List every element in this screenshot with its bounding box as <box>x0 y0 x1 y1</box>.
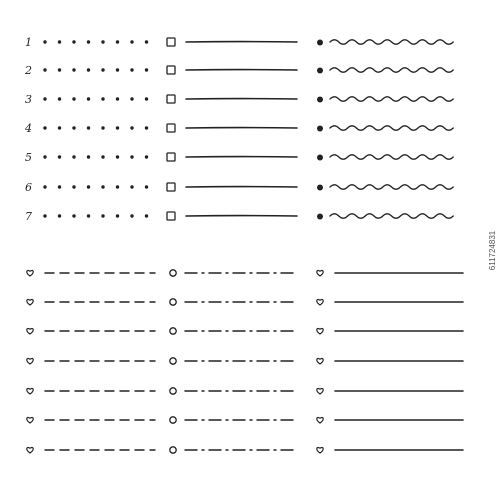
stock-id: 611724831 <box>488 230 498 270</box>
dot-leader-mark <box>87 185 90 188</box>
dot-leader-mark <box>72 126 75 129</box>
dot-leader-mark <box>130 40 133 43</box>
wavy-line <box>330 155 453 159</box>
wavy-line <box>330 214 453 218</box>
bottom-list-block <box>27 270 463 453</box>
heart-icon <box>27 448 33 453</box>
wavy-line <box>330 97 453 101</box>
dot-leader-mark <box>145 68 148 71</box>
checkbox-square-icon <box>167 66 175 74</box>
heart-icon <box>27 300 33 305</box>
dot-leader-mark <box>116 68 119 71</box>
heart-icon <box>317 359 323 364</box>
dot-leader-mark <box>87 214 90 217</box>
bullet-dot-icon <box>317 97 323 103</box>
list-number: 5 <box>25 151 32 164</box>
dot-leader-mark <box>101 155 104 158</box>
dot-leader-mark <box>72 155 75 158</box>
checkbox-square-icon <box>167 124 175 132</box>
circle-outline-icon <box>170 328 176 334</box>
dot-leader-mark <box>116 155 119 158</box>
heart-icon <box>317 300 323 305</box>
dot-leader-mark <box>130 185 133 188</box>
dot-leader-mark <box>58 68 61 71</box>
dot-leader-mark <box>101 97 104 100</box>
dot-leader-mark <box>116 40 119 43</box>
checkbox-square-icon <box>167 38 175 46</box>
dot-leader-mark <box>116 126 119 129</box>
heart-icon <box>27 389 33 394</box>
dot-leader-mark <box>101 185 104 188</box>
dot-leader-mark <box>116 214 119 217</box>
dot-leader-mark <box>58 155 61 158</box>
dot-leader-mark <box>130 214 133 217</box>
heart-icon <box>317 418 323 423</box>
circle-outline-icon <box>170 299 176 305</box>
dot-leader-mark <box>72 97 75 100</box>
bullet-dot-icon <box>317 126 323 132</box>
list-number: 1 <box>25 36 32 49</box>
top-list-block <box>24 36 453 223</box>
heart-icon <box>317 329 323 334</box>
dot-leader-mark <box>43 40 46 43</box>
list-number: 6 <box>25 181 32 194</box>
dot-leader-mark <box>43 214 46 217</box>
dot-leader-mark <box>130 68 133 71</box>
dot-leader-mark <box>101 40 104 43</box>
dot-leader-mark <box>87 97 90 100</box>
dot-leader-mark <box>116 185 119 188</box>
heart-icon <box>317 448 323 453</box>
dot-leader-mark <box>101 126 104 129</box>
dot-leader-mark <box>58 185 61 188</box>
checkbox-square-icon <box>167 153 175 161</box>
dot-leader-mark <box>130 97 133 100</box>
checkbox-square-icon <box>167 95 175 103</box>
circle-outline-icon <box>170 358 176 364</box>
dot-leader-mark <box>145 214 148 217</box>
bullet-dot-icon <box>317 155 323 161</box>
dot-leader-mark <box>43 155 46 158</box>
wavy-line <box>330 185 453 189</box>
bullet-dot-icon <box>317 214 323 220</box>
dot-leader-mark <box>116 97 119 100</box>
circle-outline-icon <box>170 270 176 276</box>
checkbox-square-icon <box>167 212 175 220</box>
dot-leader-mark <box>87 68 90 71</box>
checkbox-square-icon <box>167 183 175 191</box>
dot-leader-mark <box>145 40 148 43</box>
bullet-dot-icon <box>317 68 323 74</box>
list-number: 4 <box>25 122 32 135</box>
dot-leader-mark <box>72 214 75 217</box>
list-number: 7 <box>25 210 32 223</box>
list-number: 2 <box>25 64 32 77</box>
dot-leader-mark <box>43 126 46 129</box>
bullet-dot-icon <box>317 40 323 46</box>
heart-icon <box>27 271 33 276</box>
dot-leader-mark <box>130 155 133 158</box>
stock-id-strip <box>486 0 500 500</box>
heart-icon <box>317 389 323 394</box>
dot-leader-mark <box>101 214 104 217</box>
dot-leader-mark <box>43 185 46 188</box>
dot-leader-mark <box>43 68 46 71</box>
dot-leader-mark <box>58 126 61 129</box>
dot-leader-mark <box>145 185 148 188</box>
dot-leader-mark <box>145 155 148 158</box>
wavy-line <box>330 68 453 72</box>
dot-leader-mark <box>87 155 90 158</box>
dot-leader-mark <box>58 97 61 100</box>
dot-leader-mark <box>72 185 75 188</box>
dot-leader-mark <box>101 68 104 71</box>
dot-leader-mark <box>130 126 133 129</box>
dot-leader-mark <box>43 97 46 100</box>
dot-leader-mark <box>58 214 61 217</box>
heart-icon <box>317 271 323 276</box>
circle-outline-icon <box>170 417 176 423</box>
wavy-line <box>330 126 453 130</box>
dot-leader-mark <box>145 97 148 100</box>
heart-icon <box>27 418 33 423</box>
list-number: 3 <box>25 93 32 106</box>
heart-icon <box>27 359 33 364</box>
dot-leader-mark <box>87 126 90 129</box>
dot-leader-mark <box>145 126 148 129</box>
bullet-dot-icon <box>317 185 323 191</box>
dot-leader-mark <box>72 40 75 43</box>
dot-leader-mark <box>87 40 90 43</box>
dot-leader-mark <box>58 40 61 43</box>
dot-leader-mark <box>72 68 75 71</box>
circle-outline-icon <box>170 447 176 453</box>
circle-outline-icon <box>170 388 176 394</box>
heart-icon <box>27 329 33 334</box>
wavy-line <box>330 40 453 44</box>
